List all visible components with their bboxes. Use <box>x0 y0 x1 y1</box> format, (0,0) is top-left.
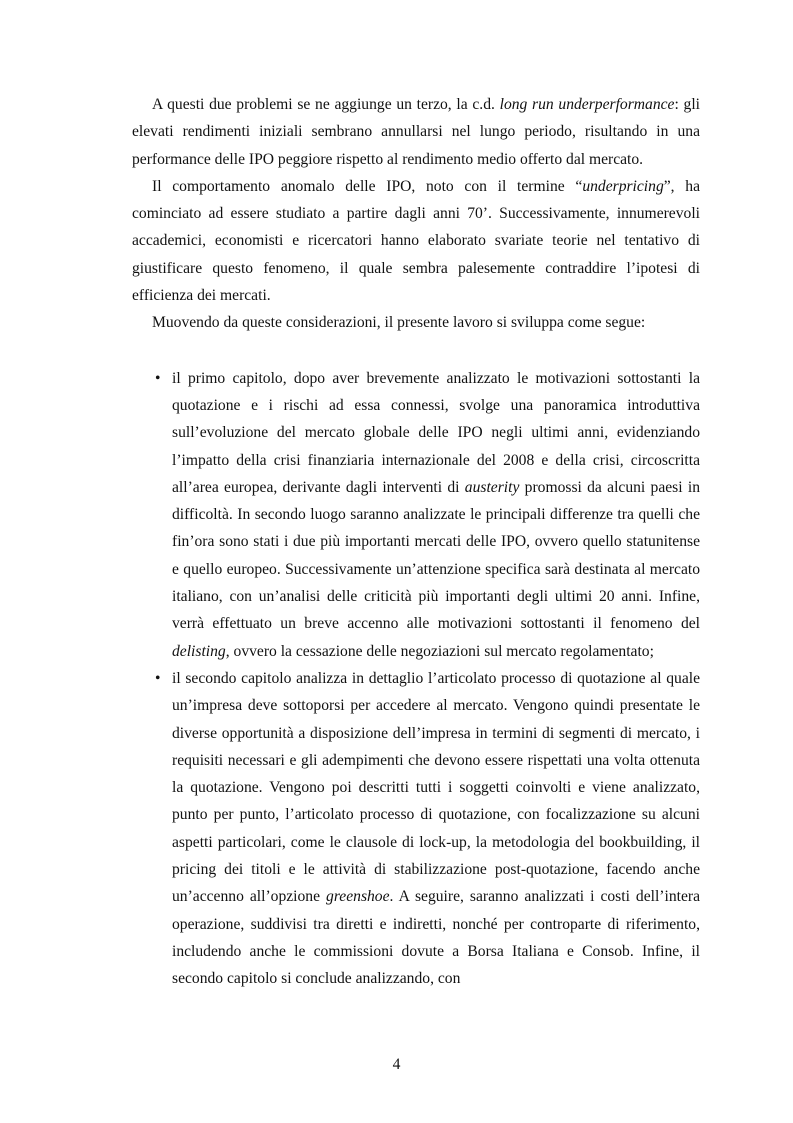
list-item <box>132 665 700 993</box>
page-number: 4 <box>392 1056 401 1073</box>
list-item-text: il primo capitolo, dopo aver brevemente analizzato le motivazioni sottostanti la quotazione e i rischi ad essa connessi, svolge una panoramica introduttiva sull’evoluzione del mercato globale delle IPO negli ultimi anni, evidenziando l’impatto della crisi finanziaria internazionale del 2008 e della crisi, circoscritta all’area europea, derivante dagli interventi di <box>172 369 700 496</box>
bullet-icon: • <box>155 669 161 687</box>
list-item-text: , ovvero la cessazione delle negoziazioni sul mercato regolamentato; <box>225 642 654 660</box>
page-body <box>132 91 700 993</box>
paragraph-1-text: A questi due problemi se ne aggiunge un terzo, la c.d. <box>152 96 500 113</box>
paragraph-2-text: ”, ha cominciato ad essere studiato a partire dagli anni 70’. Successivamente, innumerevoli accademici, economisti e ricercatori hanno elaborato svariate teorie nel tentativo di giustificare questo fenomeno, il quale sembra palesemente contraddire l’ipotesi di efficienza dei mercati. <box>132 177 701 305</box>
paragraph-3 <box>132 309 700 336</box>
paragraph-2 <box>132 173 700 309</box>
list-item-emphasis: greenshoe <box>326 888 390 906</box>
paragraph-2-emphasis: underpricing <box>582 177 664 195</box>
chapter-list <box>132 365 700 993</box>
list-item-text: il secondo capitolo analizza in dettaglio l’articolato processo di quotazione al quale un’impresa deve sottoporsi per accedere al mercato. Vengono quindi presentate le diverse opportunità a disposizione dell’impresa in termini di segmenti di mercato, i requisiti necessari e gli adempimenti che devono essere rispettati una volta ottenuta la quotazione. Vengono poi descritti tutti i soggetti coinvolti e viene analizzato, punto per punto, l’articolato processo di quotazione, con focalizzazione su alcuni aspetti particolari, come le clausole di lock-up, la metodologia del bookbuilding, il pricing dei titoli e le attività di stabilizzazione post-quotazione, facendo anche un’accenno all’opzione <box>172 669 700 906</box>
list-item <box>132 365 700 665</box>
paragraph-1 <box>132 91 700 173</box>
list-item-text: . A seguire, saranno analizzati i costi dell’intera operazione, suddivisi tra diretti e indiretti, nonché per controparte di riferimento, includendo anche le commissioni dovute a Borsa Italiana e Consob. Infine, il secondo capitolo si conclude analizzando, con <box>172 888 700 988</box>
paragraph-3-text: Muovendo da queste considerazioni, il presente lavoro si sviluppa come segue: <box>152 314 646 332</box>
paragraph-1-text: : gli elevati rendimenti iniziali sembrano annullarsi nel lungo periodo, risultando in una performance delle IPO peggiore rispetto al rendimento medio offerto dal mercato. <box>132 96 700 168</box>
bullet-icon: • <box>155 369 161 387</box>
list-item-emphasis: delisting <box>172 642 226 660</box>
paragraph-2-text: Il comportamento anomalo delle IPO, noto con il termine “ <box>152 177 583 195</box>
paragraph-1-emphasis: long run underperformance <box>499 96 675 113</box>
list-item-text: promossi da alcuni paesi in difficoltà. In secondo luogo saranno analizzate le principali differenze tra quelli che fin’ora sono stati i due più importanti mercati delle IPO, ovvero quello statunitense e quello europeo. Successivamente un’attenzione specifica sarà destinata al mercato italiano, con un’analisi delle criticità più importanti degli ultimi 20 anni. Infine, verrà effettuato un breve accenno alle motivazioni sottostanti il fenomeno del <box>172 478 700 633</box>
list-item-emphasis: austerity <box>464 478 520 496</box>
